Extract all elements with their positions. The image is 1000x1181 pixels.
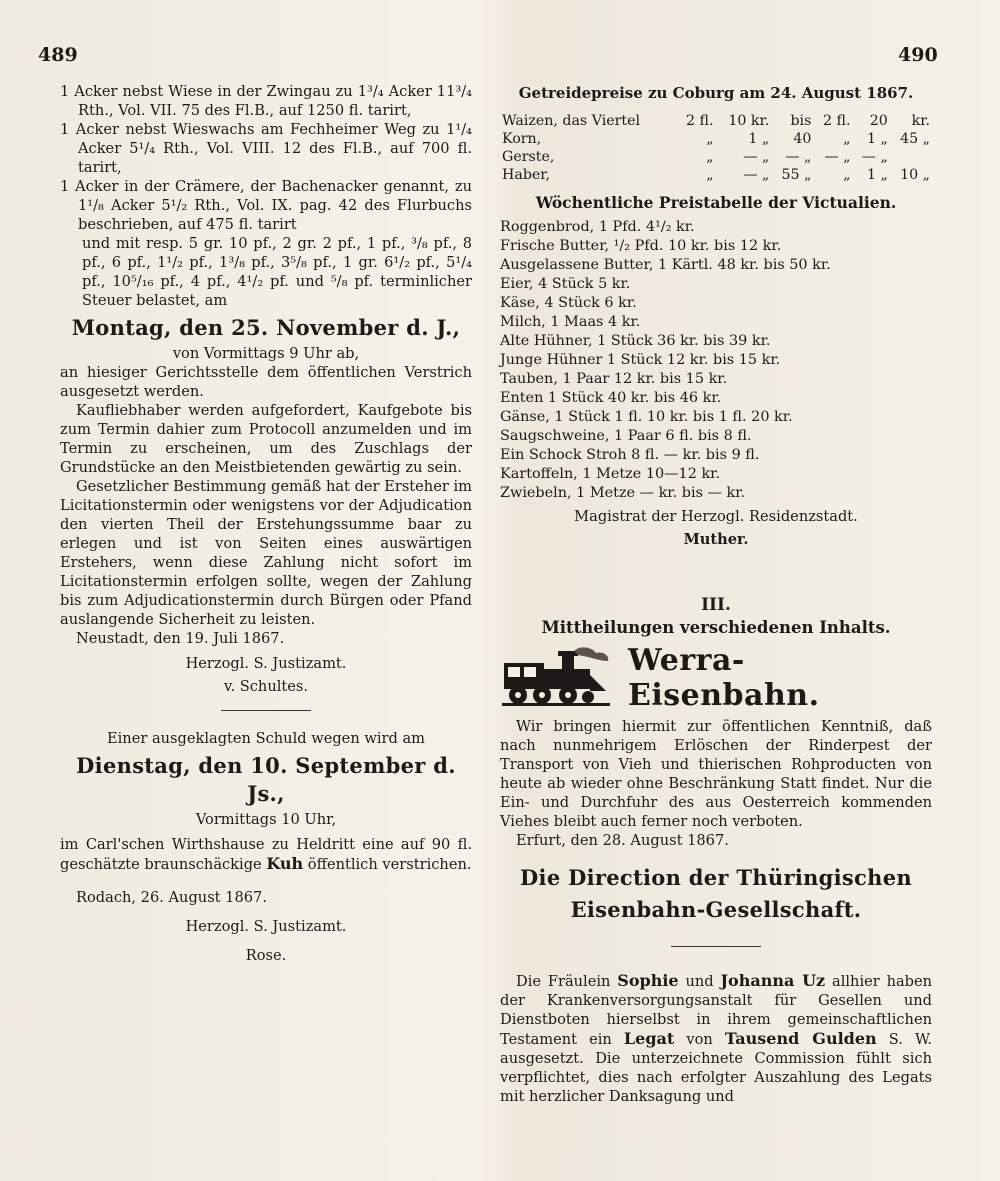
grain-cell: — „ bbox=[743, 167, 770, 183]
grain-cell: „ bbox=[706, 131, 714, 147]
tax-note: und mit resp. 5 gr. 10 pf., 2 gr. 2 pf., 1 pf., ³/₈ pf., 8 pf., 6 pf., 1¹/₂ pf., 1³/₈ pf., 3⁵/₈ pf., 1 gr. 6¹/₂ pf., 5¹/₄ pf., 10⁵/₁₆ pf., 4 pf., 4¹/₂ pf. und ⁵/₈ pf. terminlicher Steuer belastet, am bbox=[82, 235, 472, 309]
grain-cell: — „ bbox=[861, 149, 888, 165]
parcel-entry-1: 1 Acker nebst Wiese in der Zwingau zu 1³/₄ Acker 11³/₄ Rth., Vol. VII. 75 des Fl.B., auf 1250 fl. tarirt, bbox=[60, 83, 472, 119]
grain-cell: bis bbox=[790, 113, 812, 129]
grain-cell bbox=[890, 148, 932, 166]
victual-item: Enten 1 Stück 40 kr. bis 46 kr. bbox=[500, 390, 722, 406]
grain-cell: — „ bbox=[824, 149, 851, 165]
auction-date-heading-2: Dienstag, den 10. September d. Js., bbox=[76, 753, 456, 806]
legacy-von: von bbox=[686, 1031, 713, 1048]
grain-cell: „ bbox=[706, 167, 714, 183]
grain-cell: 1 „ bbox=[866, 131, 888, 147]
grain-row bbox=[500, 166, 932, 184]
werra-header bbox=[500, 643, 932, 713]
grain-row bbox=[500, 130, 932, 148]
victual-item: Ein Schock Stroh 8 fl. — kr. bis 9 fl. bbox=[500, 447, 760, 463]
victual-item: Ausgelassene Butter, 1 Kärtl. 48 kr. bis 50 kr. bbox=[500, 257, 831, 273]
grain-cell: „ bbox=[843, 167, 851, 183]
grain-cell: Gerste, bbox=[502, 149, 555, 165]
grain-cell: 45 „ bbox=[900, 131, 930, 147]
auction-location-text: an hiesiger Gerichtsstelle dem öffentlichen Verstrich ausgesetzt werden. bbox=[60, 364, 472, 400]
victual-item: Eier, 4 Stück 5 kr. bbox=[500, 276, 631, 292]
legacy-notice bbox=[500, 971, 932, 1106]
bidders-notice: Kaufliebhaber werden aufgefordert, Kaufgebote bis zum Termin dahier zum Protocoll anzumelden und im Termin zu erscheinen, um des Zuschlags der Grundstücke an den Meistbietenden gewärtig zu sein. bbox=[60, 402, 472, 476]
divider-line-left bbox=[221, 710, 311, 711]
magistrat-signature: Magistrat der Herzogl. Residenzstadt. bbox=[574, 508, 858, 525]
grain-cell: 10 kr. bbox=[728, 113, 770, 129]
grain-cell: kr. bbox=[911, 113, 930, 129]
legacy-text-2: allhier haben der Krankenversorgungsanstalt für Gesellen und Dienstboten hierselbst in ihrem gemeinschaftlichen Testament ein bbox=[500, 973, 933, 1048]
victual-item: Kartoffeln, 1 Metze 10—12 kr. bbox=[500, 466, 721, 482]
victual-item: Milch, 1 Maas 4 kr. bbox=[500, 314, 641, 330]
auction-date-heading-1: Montag, den 25. November d. J., bbox=[71, 315, 461, 340]
grain-cell: 20 bbox=[869, 113, 888, 129]
auction-time-1: von Vormittags 9 Uhr ab, bbox=[172, 345, 360, 362]
page-number-left: 489 bbox=[38, 44, 78, 66]
auction-time-2: Vormittags 10 Uhr, bbox=[195, 811, 337, 828]
victual-item: Gänse, 1 Stück 1 fl. 10 kr. bis 1 fl. 20 kr. bbox=[500, 409, 793, 425]
grain-cell: „ bbox=[706, 149, 714, 165]
grain-cell: 1 „ bbox=[866, 167, 888, 183]
word-legat: Legat bbox=[623, 1029, 675, 1048]
victual-item: Roggenbrod, 1 Pfd. 4¹/₂ kr. bbox=[500, 219, 695, 235]
legacy-text-1: Die Fräulein bbox=[516, 973, 611, 990]
parcel-entry-2: 1 Acker nebst Wieswachs am Fechheimer Weg zu 1¹/₄ Acker 5¹/₄ Rth., Vol. VIII. 12 des Fl.B., auf 700 fl. tarirt, bbox=[60, 121, 472, 176]
victual-item: Frische Butter, ¹/₂ Pfd. 10 kr. bis 12 kr. bbox=[500, 238, 782, 254]
page-number-right: 490 bbox=[898, 44, 938, 66]
victual-item: Zwiebeln, 1 Metze — kr. bis — kr. bbox=[500, 485, 746, 501]
werra-title: Werra-Eisenbahn. bbox=[628, 643, 820, 713]
victual-item: Alte Hühner, 1 Stück 36 kr. bis 39 kr. bbox=[500, 333, 771, 349]
signature-office-1: Herzogl. S. Justizamt. bbox=[185, 655, 347, 672]
debt-notice-intro: Einer ausgeklagten Schuld wegen wird am bbox=[106, 730, 426, 747]
place-date-neustadt: Neustadt, den 19. Juli 1867. bbox=[76, 630, 285, 647]
place-date-rodach: Rodach, 26. August 1867. bbox=[76, 889, 267, 906]
victuals-heading: Wöchentliche Preistabelle der Victualien. bbox=[535, 193, 897, 212]
divider-line-right bbox=[671, 946, 761, 947]
grain-cell: 2 fl. bbox=[686, 113, 714, 129]
signature-office-2: Herzogl. S. Justizamt. bbox=[185, 918, 347, 935]
signature-name-schultes: v. Schultes. bbox=[223, 678, 309, 695]
legal-terms-notice: Gesetzlicher Bestimmung gemäß hat der Ersteher im Licitationstermin oder wenigstens vor der Adjudication den vierten Theil der Erstehungssumme baar zu erlegen und ist von Seiten eines auswärtigen Erstehers, wenn diese Zahlung nicht sofort im Licitationstermin erfolgen sollte, wegen der Zahlung bis zum Adjudicationstermin durch Bürgen oder Pfand auslangende Sicherheit zu leisten. bbox=[60, 478, 472, 628]
direction-line-2: Eisenbahn-Gesellschaft. bbox=[570, 897, 862, 922]
victual-item: Junge Hühner 1 Stück 12 kr. bis 15 kr. bbox=[500, 352, 781, 368]
victual-item: Käse, 4 Stück 6 kr. bbox=[500, 295, 637, 311]
grain-cell: Haber, bbox=[502, 167, 551, 183]
grain-cell: — „ bbox=[785, 149, 812, 165]
cow-auction-text-a: im Carl'schen Wirthshause zu Heldritt eine auf 90 fl. geschätzte braunschäckige bbox=[60, 836, 472, 873]
victual-item: Saugschweine, 1 Paar 6 fl. bis 8 fl. bbox=[500, 428, 752, 444]
grain-cell: Waizen, das Viertel bbox=[502, 113, 641, 129]
werra-notice-text: Wir bringen hiermit zur öffentlichen Kenntniß, daß nach nunmehrigem Erlöschen der Rinderpest der Transport von Vieh und thierischen Rohproducten von heute ab wieder ohne Beschränkung Statt findet. Nur die Ein- und Durchfuhr des aus Oesterreich kommenden Viehes bleibt auch ferner noch verboten. bbox=[500, 718, 932, 830]
legacy-text-3: S. W. ausgesetzt. Die unterzeichnete Commission fühlt sich verpflichtet, dies nach erfolgter Auszahlung des Legats mit herzlicher Danksagung und bbox=[500, 1031, 933, 1105]
legacy-und: und bbox=[685, 973, 714, 990]
grain-row bbox=[500, 112, 932, 130]
grain-prices-table bbox=[500, 112, 932, 184]
grain-cell: 40 bbox=[793, 131, 812, 147]
right-column bbox=[500, 82, 932, 1106]
grain-cell: 55 „ bbox=[781, 167, 812, 183]
grain-cell: 10 „ bbox=[900, 167, 930, 183]
cow-auction-text bbox=[60, 835, 472, 874]
grain-cell: 1 „ bbox=[748, 131, 770, 147]
cow-word: Kuh bbox=[266, 854, 304, 873]
locomotive-icon bbox=[500, 647, 612, 709]
place-date-erfurt: Erfurt, den 28. August 1867. bbox=[516, 832, 729, 849]
grain-cell: 2 fl. bbox=[822, 113, 851, 129]
name-sophie: Sophie bbox=[617, 971, 679, 990]
cow-auction-text-b: öffentlich verstrichen. bbox=[307, 856, 472, 873]
left-column bbox=[60, 82, 472, 965]
victuals-list bbox=[500, 218, 932, 503]
amount-tausend-gulden: Tausend Gulden bbox=[724, 1029, 877, 1048]
signature-name-rose: Rose. bbox=[245, 947, 287, 964]
grain-cell: Korn, bbox=[502, 131, 542, 147]
section-number: III. bbox=[701, 595, 731, 615]
victual-item: Tauben, 1 Paar 12 kr. bis 15 kr. bbox=[500, 371, 728, 387]
grain-prices-heading: Getreidepreise zu Coburg am 24. August 1867. bbox=[518, 84, 914, 102]
name-johanna-uz: Johanna Uz bbox=[720, 971, 826, 990]
grain-row bbox=[500, 148, 932, 166]
grain-cell: — „ bbox=[743, 149, 770, 165]
signature-name-muther: Muther. bbox=[683, 531, 749, 548]
direction-line-1: Die Direction der Thüringischen bbox=[520, 865, 912, 890]
grain-cell: „ bbox=[843, 131, 851, 147]
section-title: Mittheilungen verschiedenen Inhalts. bbox=[541, 618, 891, 637]
parcel-entry-3: 1 Acker in der Crämere, der Bachenacker genannt, zu 1¹/₈ Acker 5¹/₂ Rth., Vol. IX. pag. 42 des Flurbuchs beschrieben, auf 475 fl. tarirt bbox=[60, 178, 472, 233]
